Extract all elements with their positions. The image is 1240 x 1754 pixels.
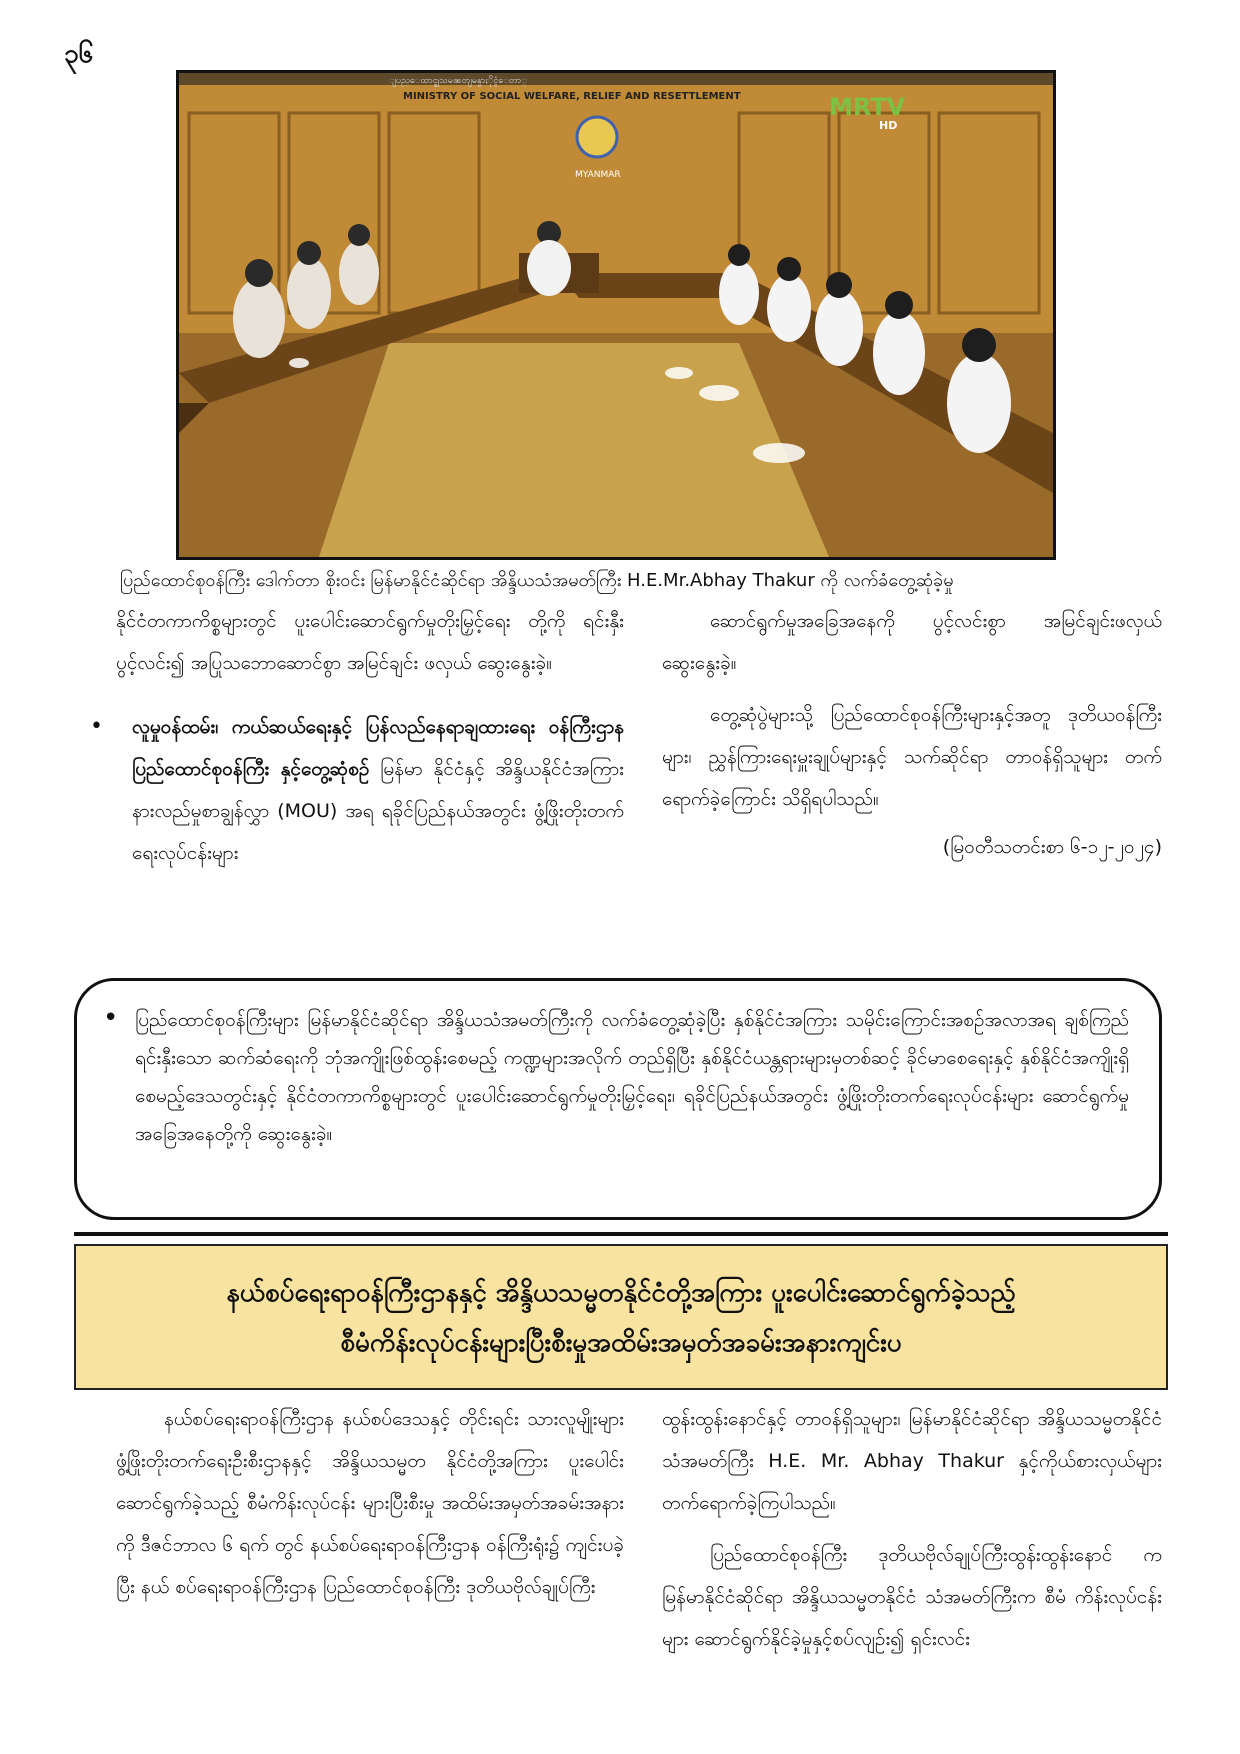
banner-top: ျပည္ေထာင္စုသမၼတျမန္မာႏိုင္ငံေတာ္ xyxy=(389,76,527,86)
article1-bullet-text: မြန်မာ နိုင်ငံနှင့် အိန္ဒိယနိုင်ငံအကြား နားလည်မှုစာချွန်လွှာ (MOU) အရ ရခိုင်ပြည်နယ်အတွင်း ဖွံ့ဖြိုးတိုးတက်ရေးလုပ်ငန်းများ xyxy=(132,758,624,864)
meeting-photo xyxy=(176,70,1056,560)
article1-right-column xyxy=(662,600,1162,868)
article1-bullet-item xyxy=(90,706,624,874)
photo-caption: ပြည်ထောင်စုဝန်ကြီး ဒေါက်တာ စိုးဝင်း မြန်မာနိုင်ငံဆိုင်ရာ အိန္ဒိယသံအမတ်ကြီး H.E.Mr.Abhay Thakur ကို လက်ခံတွေ့ဆုံခဲ့မှု xyxy=(120,570,954,591)
article1-bullet-heading: လူမှုဝန်ထမ်း၊ ကယ်ဆယ်ရေးနှင့် ပြန်လည်နေရာချထားရေး ဝန်ကြီးဌာန ပြည်ထောင်စုဝန်ကြီး နှင့်တွေ့ဆုံစဉ် xyxy=(132,716,624,780)
summary-callout xyxy=(74,978,1162,1220)
banner-ministry: MINISTRY OF SOCIAL WELFARE, RELIEF AND RESETTLEMENT xyxy=(403,91,741,102)
headline-box xyxy=(74,1244,1168,1390)
article1-right-paragraph-1: ဆောင်ရွက်မှုအခြေအနေကို ပွင့်လင်းစွာ အမြင်ချင်းဖလှယ် ဆွေးနွေးခဲ့။ xyxy=(662,610,1162,674)
article2-right-paragraph-1: ထွန်းထွန်းနောင်နှင့် တာဝန်ရှိသူများ၊ မြန်မာနိုင်ငံဆိုင်ရာ အိန္ဒိယသမ္မတနိုင်ငံသံအမတ်ကြီး H.E. Mr. Abhay Thakur နှင့်ကိုယ်စားလှယ်များ တက်ရောက်ခဲ့ကြပါသည်။ xyxy=(662,1408,1162,1514)
headline-line-2: စီမံကိန်းလုပ်ငန်းများပြီးစီးမှုအထိမ်းအမှတ်အခမ်းအနားကျင်းပ xyxy=(340,1328,902,1358)
section-divider xyxy=(74,1232,1168,1236)
headline-line-1: နယ်စပ်ရေးရာဝန်ကြီးဌာနနှင့် အိန္ဒိယသမ္မတနိုင်ငံတို့အကြား ပူးပေါင်းဆောင်ရွက်ခဲ့သည့် xyxy=(226,1278,1016,1308)
article1-left-paragraph: နိုင်ငံတကာကိစ္စများတွင် ပူးပေါင်းဆောင်ရွက်မှုတိုးမြှင့်ရေး တို့ကို ရင်းနှီးပွင့်လင်း၍ အပြုသဘောဆောင်စွာ အမြင်ချင်း ဖလှယ် ဆွေးနွေးခဲ့။ xyxy=(116,610,624,674)
mrtv-hd: HD xyxy=(879,119,898,132)
article2-right-column xyxy=(662,1398,1162,1660)
mrtv-watermark: MRTV xyxy=(829,93,906,121)
article2-left-paragraph: နယ်စပ်ရေးရာဝန်ကြီးဌာန နယ်စပ်ဒေသနှင့် တိုင်းရင်း သားလူမျိုးများ ဖွံ့ဖြိုးတိုးတက်ရေးဦးစီးဌာနနှင့် အိန္ဒိယသမ္မတ နိုင်ငံတို့အကြား ပူးပေါင်းဆောင်ရွက်ခဲ့သည့် စီမံကိန်းလုပ်ငန်း များပြီးစီးမှု အထိမ်းအမှတ်အခမ်းအနားကို ဒီဇင်ဘာလ ၆ ရက် တွင် နယ်စပ်ရေးရာဝန်ကြီးဌာန ဝန်ကြီးရုံး၌ ကျင်းပခဲ့ပြီး နယ် စပ်ရေးရာဝန်ကြီးဌာန ပြည်ထောင်စုဝန်ကြီး ဒုတိယဗိုလ်ချုပ်ကြီး xyxy=(116,1408,624,1598)
article1-left-column xyxy=(90,600,624,874)
callout-text: ပြည်ထောင်စုဝန်ကြီးများ မြန်မာနိုင်ငံဆိုင်ရာ အိန္ဒိယသံအမတ်ကြီးကို လက်ခံတွေ့ဆုံခဲ့ပြီး နှစ်နိုင်ငံအကြား သမိုင်းကြောင်းအစဉ်အလာအရ ချစ်ကြည်ရင်းနှီးသော ဆက်ဆံရေးကို ဘုံအကျိုးဖြစ်ထွန်းစေမည့် ကဏ္ဍများအလိုက် တည်ရှိပြီး နှစ်နိုင်ငံယန္တရားများမှတစ်ဆင့် ခိုင်မာစေရေးနှင့် နှစ်နိုင်ငံအကျိုးရှိစေမည့်ဒေသတွင်းနှင့် နိုင်ငံတကာကိစ္စများတွင် ပူးပေါင်းဆောင်ရွက်မှုတိုးမြှင့်ရေး၊ ရခိုင်ပြည်နယ်အတွင်း ဖွံ့ဖြိုးတိုးတက်ရေးလုပ်ငန်းများ ဆောင်ရွက်မှုအခြေအနေတို့ကို ဆွေးနွေးခဲ့။ xyxy=(135,1009,1129,1145)
page-number: ၃၆ xyxy=(64,39,94,69)
article1-right-paragraph-2: တွေ့ဆုံပွဲများသို့ ပြည်ထောင်စုဝန်ကြီးများနှင့်အတူ ဒုတိယဝန်ကြီးများ၊ ညွှန်ကြားရေးမှူးချုပ်များနှင့် သက်ဆိုင်ရာ တာဝန်ရှိသူများ တက်ရောက်ခဲ့ကြောင်း သိရှိရပါသည်။ xyxy=(662,704,1162,810)
bullet-icon: • xyxy=(90,714,103,739)
article1-source: (မြဝတီသတင်းစာ ၆-၁၂-၂၀၂၄) xyxy=(942,836,1162,858)
ministry-emblem xyxy=(577,117,617,157)
meeting-scene xyxy=(179,73,1053,557)
emblem-label: MYANMAR xyxy=(575,170,621,180)
bullet-icon: • xyxy=(103,1003,119,1033)
article2-right-paragraph-2: ပြည်ထောင်စုဝန်ကြီး ဒုတိယဗိုလ်ချုပ်ကြီးထွန်းထွန်းနောင် က မြန်မာနိုင်ငံဆိုင်ရာ အိန္ဒိယသမ္မတနိုင်ငံ သံအမတ်ကြီးက စီမံ ကိန်းလုပ်ငန်းများ ဆောင်ရွက်နိုင်ခဲ့မှုနှင့်စပ်လျဉ်း၍ ရှင်းလင်း xyxy=(662,1544,1162,1650)
article2-left-column xyxy=(116,1398,624,1608)
